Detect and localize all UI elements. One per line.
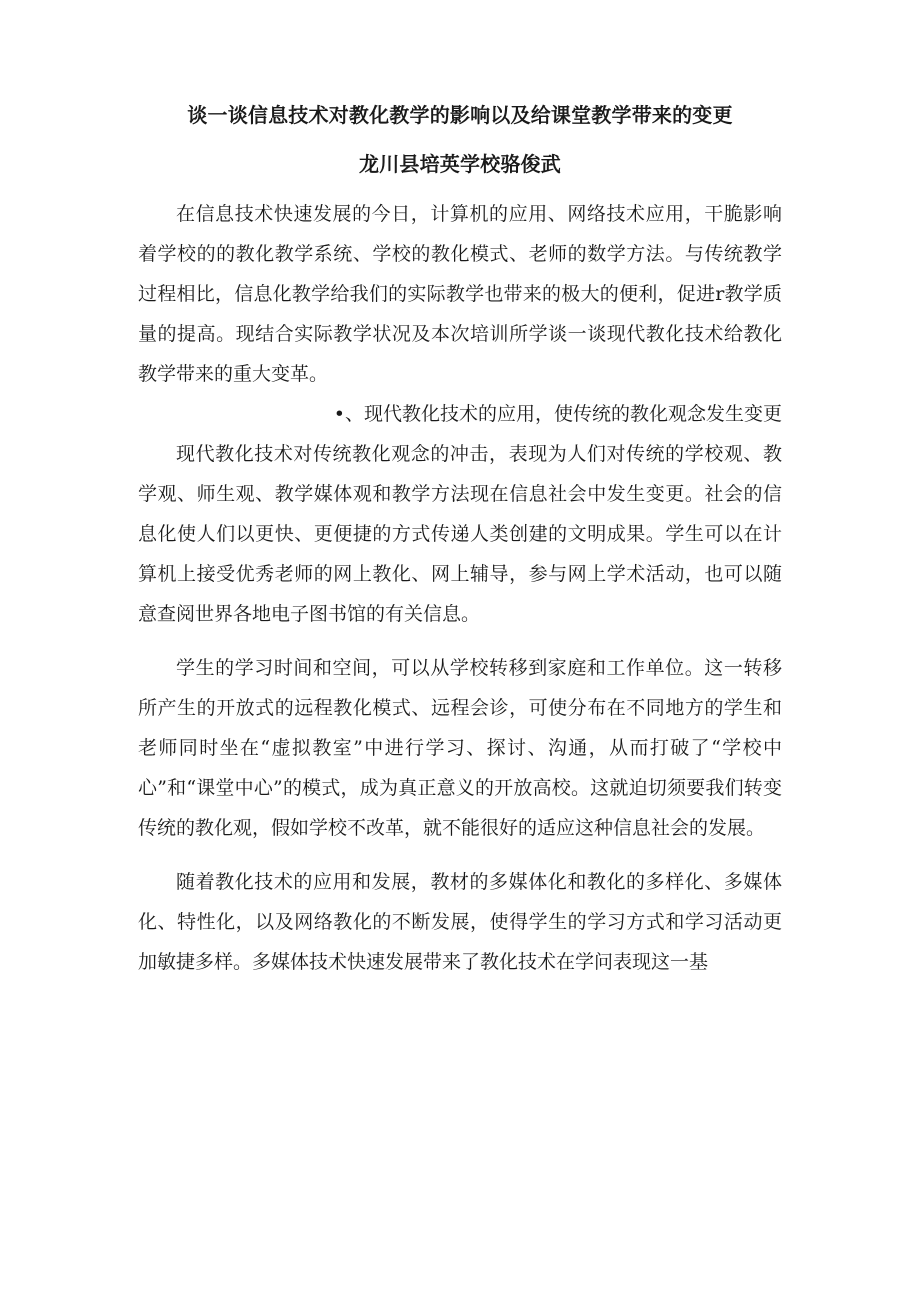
document-title: 谈一谈信息技术对教化教学的影响以及给课堂教学带来的变更 (187, 103, 733, 127)
document-body (138, 194, 782, 982)
paragraph-impact: 现代教化技术对传统教化观念的冲击，表现为人们对传统的学校观、教学观、师生观、教学媒体观和教学方法现在信息社会中发生变更。社会的信息化使人们以更快、更便捷的方式传递人类创建的文明成果。学生可以在计算机上接受优秀老师的网上教化、网上辅导，参与网上学术活动，也可以随意查阅世界各地电子图书馆的有关信息。 (138, 443, 782, 625)
paragraph-intro: 在信息技术快速发展的今日，计算机的应用、网络技术应用，干脆影响着学校的的教化教学系统、学校的教化模式、老师的数学方法。与传统教学过程相比，信息化教学给我们的实际教学也带来的极大的便利，促进r教学质量的提高。现结合实际教学状况及本次培训所学谈一谈现代教化技术给教化教学带来的重大变革。 (138, 203, 782, 385)
paragraph-learning-space: 学生的学习时间和空间，可以从学校转移到家庭和工作单位。这一转移所产生的开放式的远程教化模式、远程会诊，可使分布在不同地方的学生和老师同时坐在“虚拟教室”中进行学习、探讨、沟通，从而打破了“学校中心”和“课堂中心”的模式，成为真正意义的开放高校。这就迫切须要我们转变传统的教化观，假如学校不改革，就不能很好的适应这种信息社会的发展。 (138, 657, 782, 839)
section-heading: •、现代教化技术的应用，使传统的教化观念发生变更 (333, 403, 782, 425)
document-author: 龙川县培英学校骆俊武 (359, 152, 561, 176)
paragraph-multimedia: 随着教化技术的应用和发展，教材的多媒体化和教化的多样化、多媒体化、特性化，以及网络教化的不断发展，使得学生的学习方式和学习活动更加敏捷多样。多媒体技术快速发展带来了教化技术在学问表现这一基 (138, 871, 782, 973)
